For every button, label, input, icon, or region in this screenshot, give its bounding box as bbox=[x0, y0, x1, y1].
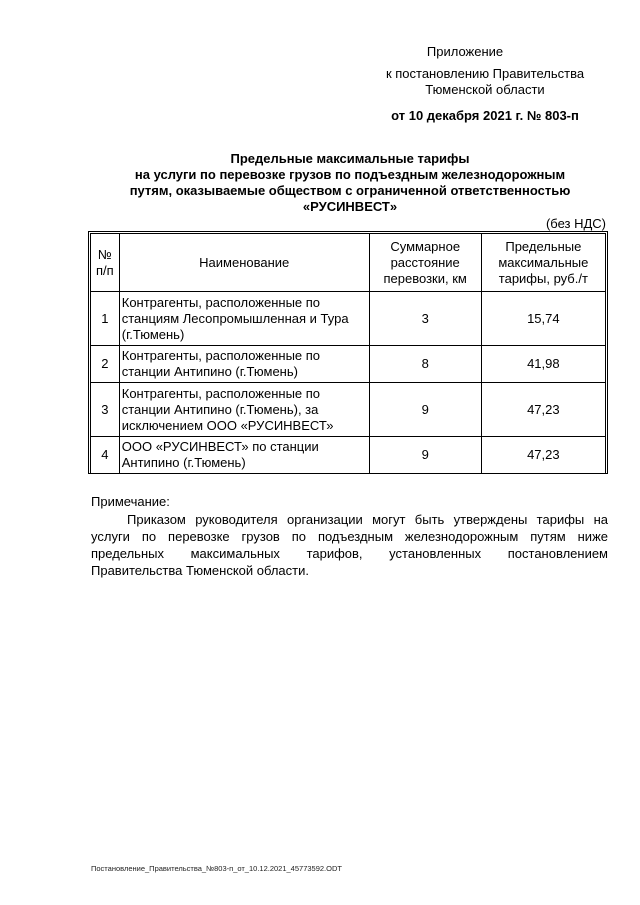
header-name: Наименование bbox=[119, 234, 369, 292]
appendix-resolution: к постановлению Правительства bbox=[385, 66, 585, 81]
row-num: 1 bbox=[91, 292, 120, 346]
row-name: Контрагенты, расположенные по станции Антипино (г.Тюмень), за исключением ООО «РУСИНВЕСТ» bbox=[119, 383, 369, 437]
row-tariff: 41,98 bbox=[481, 346, 605, 383]
row-tariff: 15,74 bbox=[481, 292, 605, 346]
document-footer: Постановление_Правительства_№803-п_от_10.12.2021_45773592.ODT bbox=[91, 864, 342, 873]
row-name: Контрагенты, расположенные по станции Антипино (г.Тюмень) bbox=[119, 346, 369, 383]
title-line-3: путям, оказываемые обществом с ограниченной ответственностью bbox=[129, 183, 571, 198]
row-distance: 9 bbox=[369, 437, 481, 474]
title-line-4: «РУСИНВЕСТ» bbox=[302, 199, 398, 214]
table-row bbox=[91, 437, 606, 474]
appendix-label: Приложение bbox=[426, 44, 504, 59]
document-title bbox=[95, 151, 605, 215]
header-num: № п/п bbox=[91, 234, 120, 292]
note-text: Приказом руководителя организации могут быть утверждены тарифы на услуги по перевозке грузов по подъездным железнодорожным путям ниже предельных максимальных тарифов, установленных постановлением Правительства Тюменской области. bbox=[91, 512, 608, 578]
appendix-region: Тюменской области bbox=[425, 82, 545, 97]
row-tariff: 47,23 bbox=[481, 437, 605, 474]
row-name: ООО «РУСИНВЕСТ» по станции Антипино (г.Тюмень) bbox=[119, 437, 369, 474]
tariff-table bbox=[90, 233, 606, 474]
title-line-2: на услуги по перевозке грузов по подъездным железнодорожным bbox=[134, 167, 566, 182]
header-tariff: Предельные максимальные тарифы, руб./т bbox=[481, 234, 605, 292]
table-header-row bbox=[91, 234, 606, 292]
row-num: 3 bbox=[91, 383, 120, 437]
row-num: 2 bbox=[91, 346, 120, 383]
note-label: Примечание: bbox=[91, 494, 170, 509]
title-line-1: Предельные максимальные тарифы bbox=[230, 151, 470, 166]
row-num: 4 bbox=[91, 437, 120, 474]
table-row bbox=[91, 346, 606, 383]
table-row bbox=[91, 383, 606, 437]
vat-note: (без НДС) bbox=[545, 216, 606, 231]
appendix-date-number: от 10 декабря 2021 г. № 803-п bbox=[391, 108, 579, 123]
appendix-block bbox=[360, 44, 610, 124]
header-distance: Суммарное расстояние перевозки, км bbox=[369, 234, 481, 292]
table-row bbox=[91, 292, 606, 346]
row-tariff: 47,23 bbox=[481, 383, 605, 437]
row-distance: 8 bbox=[369, 346, 481, 383]
row-distance: 3 bbox=[369, 292, 481, 346]
row-name: Контрагенты, расположенные по станциям Лесопромышленная и Тура (г.Тюмень) bbox=[119, 292, 369, 346]
row-distance: 9 bbox=[369, 383, 481, 437]
